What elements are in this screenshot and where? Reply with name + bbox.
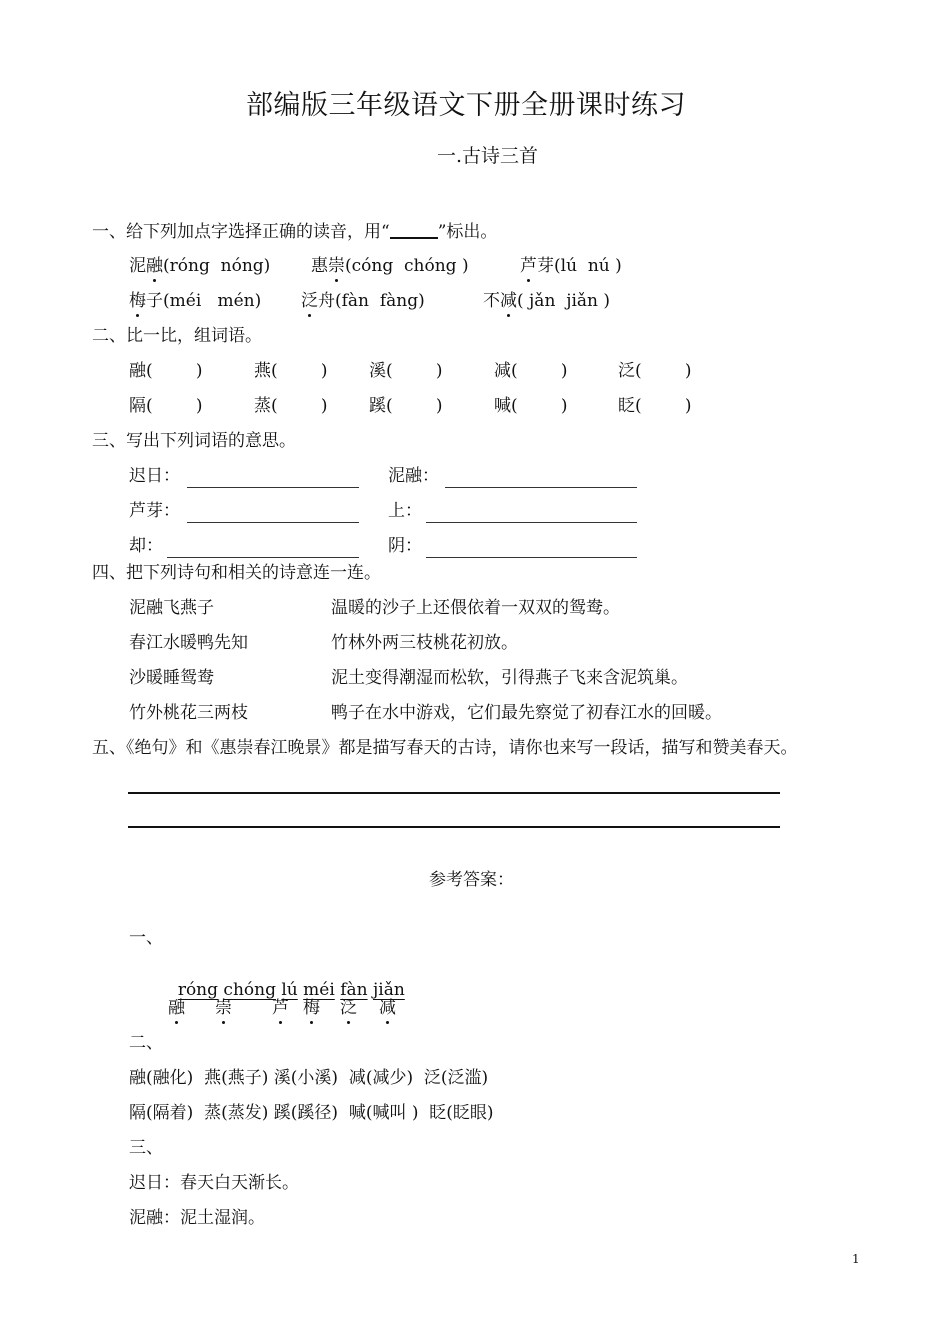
- answer-blank[interactable]: [187, 486, 359, 488]
- poem-line: 沙暖睡鸳鸯: [129, 668, 214, 688]
- q1-item: 泥融(róng nóng): [129, 256, 271, 276]
- writing-line[interactable]: [128, 792, 780, 794]
- q2-cell: 蒸( ): [254, 396, 328, 416]
- q1-item: 泛舟(fàn fàng): [301, 291, 425, 311]
- q5-heading: 五、《绝句》和《惠崇春江晚景》都是描写春天的古诗，请你也来写一段话，描写和赞美春天。: [92, 738, 798, 758]
- answer-chars: 融 崇 芦 梅 泛 减: [168, 998, 396, 1018]
- q2-cell: 减( ): [494, 361, 568, 381]
- q3-term: 迟日：: [129, 466, 180, 486]
- poem-meaning: 鸭子在水中游戏，它们最先察觉了初春江水的回暖。: [331, 703, 722, 723]
- q2-cell: 眨( ): [618, 396, 692, 416]
- answer-section-label: 二、: [129, 1033, 163, 1053]
- q1-item: 芦芽(lú nú ): [520, 256, 622, 276]
- q2-cell: 溪( ): [369, 361, 443, 381]
- answer-pinyin: róng chóng lú méi fàn jiǎn: [177, 980, 405, 1000]
- q3-term: 阴：: [388, 536, 422, 556]
- poem-meaning: 泥土变得潮湿而松软，引得燕子飞来含泥筑巢。: [331, 668, 688, 688]
- q2-cell: 泛( ): [618, 361, 692, 381]
- poem-meaning: 竹林外两三枝桃花初放。: [331, 633, 518, 653]
- answer-line: 迟日：春天白天渐长。: [129, 1173, 299, 1193]
- q4-heading: 四、把下列诗句和相关的诗意连一连。: [92, 563, 381, 583]
- q3-term: 泥融：: [388, 466, 439, 486]
- poem-line: 春江水暖鸭先知: [129, 633, 248, 653]
- q2-cell: 燕( ): [254, 361, 328, 381]
- page-number: 1: [852, 1252, 860, 1266]
- q2-heading: 二、比一比，组词语。: [92, 326, 262, 346]
- q2-cell: 隔( ): [129, 396, 203, 416]
- answer-underline-sample: [390, 222, 438, 239]
- q2-cell: 融( ): [129, 361, 203, 381]
- q2-cell: 蹊( ): [369, 396, 443, 416]
- answers-heading: 参考答案：: [429, 870, 514, 890]
- answer-blank[interactable]: [187, 521, 359, 523]
- answer-section-label: 三、: [129, 1138, 163, 1158]
- poem-line: 泥融飞燕子: [129, 598, 214, 618]
- q3-heading: 三、写出下列词语的意思。: [92, 431, 296, 451]
- answer-line: 隔(隔着) 蒸(蒸发) 蹊(蹊径) 喊(喊叫 ) 眨(眨眼): [129, 1103, 494, 1123]
- q1-item: 不减( jǎn jiǎn ): [483, 291, 611, 311]
- q3-term: 上：: [388, 501, 422, 521]
- answer-blank[interactable]: [167, 556, 359, 558]
- q3-term: 却：: [129, 536, 163, 556]
- lesson-title: 一.古诗三首: [437, 145, 539, 167]
- answer-section-label: 一、: [129, 928, 163, 948]
- answer-blank[interactable]: [426, 521, 637, 523]
- q1-item: 梅子(méi mén): [129, 291, 262, 311]
- q3-term: 芦芽：: [129, 501, 180, 521]
- answer-blank[interactable]: [445, 486, 637, 488]
- writing-line[interactable]: [128, 826, 780, 828]
- q1-heading: 一、给下列加点字选择正确的读音，用“ ”标出。: [92, 222, 498, 242]
- poem-line: 竹外桃花三两枝: [129, 703, 248, 723]
- answer-line: 融(融化) 燕(燕子) 溪(小溪) 减(减少) 泛(泛滥): [129, 1068, 489, 1088]
- answer-blank[interactable]: [426, 556, 637, 558]
- q1-item: 惠崇(cóng chóng ): [311, 256, 469, 276]
- answer-line: 泥融：泥土湿润。: [129, 1208, 265, 1228]
- page-title: 部编版三年级语文下册全册课时练习: [246, 90, 686, 121]
- q2-cell: 喊( ): [494, 396, 568, 416]
- poem-meaning: 温暖的沙子上还偎依着一双双的鸳鸯。: [331, 598, 620, 618]
